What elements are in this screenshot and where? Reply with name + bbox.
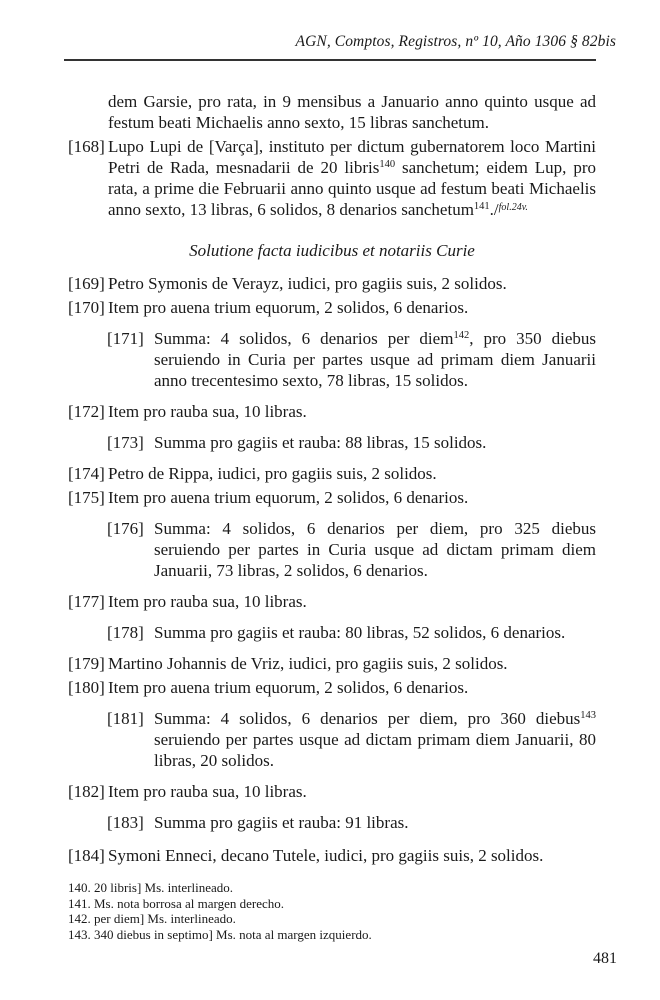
entry-169 xyxy=(68,273,596,294)
entry-number: [175] xyxy=(68,488,105,507)
footnote-ref: 141 xyxy=(473,201,490,212)
footnote: 142. per diem] Ms. interlineado. xyxy=(68,911,236,926)
footnote: 143. 340 diebus in septimo] Ms. nota al margen izquierdo. xyxy=(68,926,372,942)
entry-number: [171] xyxy=(107,329,144,348)
entry-text xyxy=(108,136,596,220)
entry-text: Summa pro gagiis et rauba: 91 libras. xyxy=(154,813,409,832)
entry-number: [179] xyxy=(68,654,105,673)
footnote: 141. Ms. nota borrosa al margen derecho. xyxy=(68,895,285,911)
entry-text-part: ./ xyxy=(489,200,499,219)
entry-text: Item pro auena trium equorum, 2 solidos, 6 denarios. xyxy=(108,488,469,507)
entry-text xyxy=(154,708,596,771)
head-rule xyxy=(64,59,596,61)
continuation-text: dem Garsie, pro rata, in 9 mensibus a Januario anno quinto usque ad festum beati Michaelis anno sexto, 15 libras sanchetum. xyxy=(108,92,596,132)
footnote-ref: 140 xyxy=(379,159,396,170)
entry-178 xyxy=(68,622,596,643)
entry-number: [182] xyxy=(68,782,105,801)
footnotes-block xyxy=(68,880,596,942)
entry-179 xyxy=(68,653,596,674)
continuation-paragraph xyxy=(68,91,596,133)
entry-text: Item pro rauba sua, 10 libras. xyxy=(108,782,307,801)
entry-177 xyxy=(68,591,596,612)
entry-number: [174] xyxy=(68,464,105,483)
entry-text: Item pro auena trium equorum, 2 solidos, 6 denarios. xyxy=(108,678,469,697)
entry-180 xyxy=(68,677,596,698)
entry-text: Petro de Rippa, iudici, pro gagiis suis, 2 solidos. xyxy=(108,464,437,483)
section-title: Solutione facta iudicibus et notariis Curie xyxy=(189,241,475,260)
entry-number: [176] xyxy=(107,519,144,538)
entry-175 xyxy=(68,487,596,508)
entry-183 xyxy=(68,812,596,833)
entry-text: Item pro rauba sua, 10 libras. xyxy=(108,402,307,421)
folio-marker: fol.24v. xyxy=(498,202,528,213)
page-number: 481 xyxy=(593,950,617,967)
entry-number: [184] xyxy=(68,846,105,865)
footnote-ref: 143 xyxy=(580,710,596,721)
entry-182 xyxy=(68,781,596,802)
entry-170 xyxy=(68,297,596,318)
entry-text: Item pro rauba sua, 10 libras. xyxy=(108,592,307,611)
entry-text: Summa pro gagiis et rauba: 80 libras, 52 solidos, 6 denarios. xyxy=(154,623,566,642)
entry-text: Summa pro gagiis et rauba: 88 libras, 15 solidos. xyxy=(154,433,487,452)
entry-text-part: seruiendo per partes usque ad dictam primam diem Januarii, 80 libras, 20 solidos. xyxy=(154,730,596,770)
entry-text: Summa: 4 solidos, 6 denarios per diem, pro 325 diebus seruiendo per partes in Curia usque ad dictam primam diem Januarii, 73 libras, 2 solidos, 6 denarios. xyxy=(154,519,596,580)
entry-number: [178] xyxy=(107,623,144,642)
entry-184 xyxy=(68,845,596,866)
entry-number: [181] xyxy=(107,709,144,728)
entry-text: Petro Symonis de Verayz, iudici, pro gagiis suis, 2 solidos. xyxy=(108,274,507,293)
entry-172 xyxy=(68,401,596,422)
entry-168 xyxy=(68,136,596,220)
entry-171 xyxy=(68,328,596,391)
entry-text: Symoni Enneci, decano Tutele, iudici, pro gagiis suis, 2 solidos. xyxy=(108,846,544,865)
entry-text xyxy=(154,328,596,391)
page-body xyxy=(68,91,596,866)
entry-text-part: Lupo Lupi de [Varça], instituto per dictum gubernatorem loco Martini Petri de Rada, mesnadarii de 20 libris xyxy=(108,137,596,177)
entry-173 xyxy=(68,432,596,453)
entry-text-part: , pro 350 diebus seruiendo in Curia per partes usque ad primam diem Januarii anno trecentesimo sexto, 78 libras, 15 solidos. xyxy=(154,329,597,390)
entry-text: Item pro auena trium equorum, 2 solidos, 6 denarios. xyxy=(108,298,469,317)
footnote-ref: 142 xyxy=(453,330,470,341)
footnote: 140. 20 libris] Ms. interlineado. xyxy=(68,880,234,895)
entry-number: [173] xyxy=(107,433,144,452)
entry-text-part: Summa: 4 solidos, 6 denarios per diem, pro 360 diebus xyxy=(154,709,581,728)
entry-number: [183] xyxy=(107,813,144,832)
entry-number: [170] xyxy=(68,298,105,317)
entry-181 xyxy=(68,708,596,771)
entry-number: [172] xyxy=(68,402,105,421)
entry-text-part: Summa: 4 solidos, 6 denarios per diem xyxy=(154,329,454,348)
entry-number: [177] xyxy=(68,592,105,611)
entry-text: Martino Johannis de Vriz, iudici, pro gagiis suis, 2 solidos. xyxy=(108,654,508,673)
entry-174 xyxy=(68,463,596,484)
entry-text-part: sanchetum; eidem Lup, pro rata, a prime die Februarii anno quinto usque ad festum beati Michaelis anno sexto, 13 libras, 6 solidos, 8 denarios sanchetum xyxy=(108,158,596,219)
entry-number: [180] xyxy=(68,678,105,697)
entry-176 xyxy=(68,518,596,581)
entry-number: [168] xyxy=(68,137,105,156)
running-head: AGN, Comptos, Registros, nº 10, Año 1306 § 82bis xyxy=(295,33,616,50)
entry-number: [169] xyxy=(68,274,105,293)
